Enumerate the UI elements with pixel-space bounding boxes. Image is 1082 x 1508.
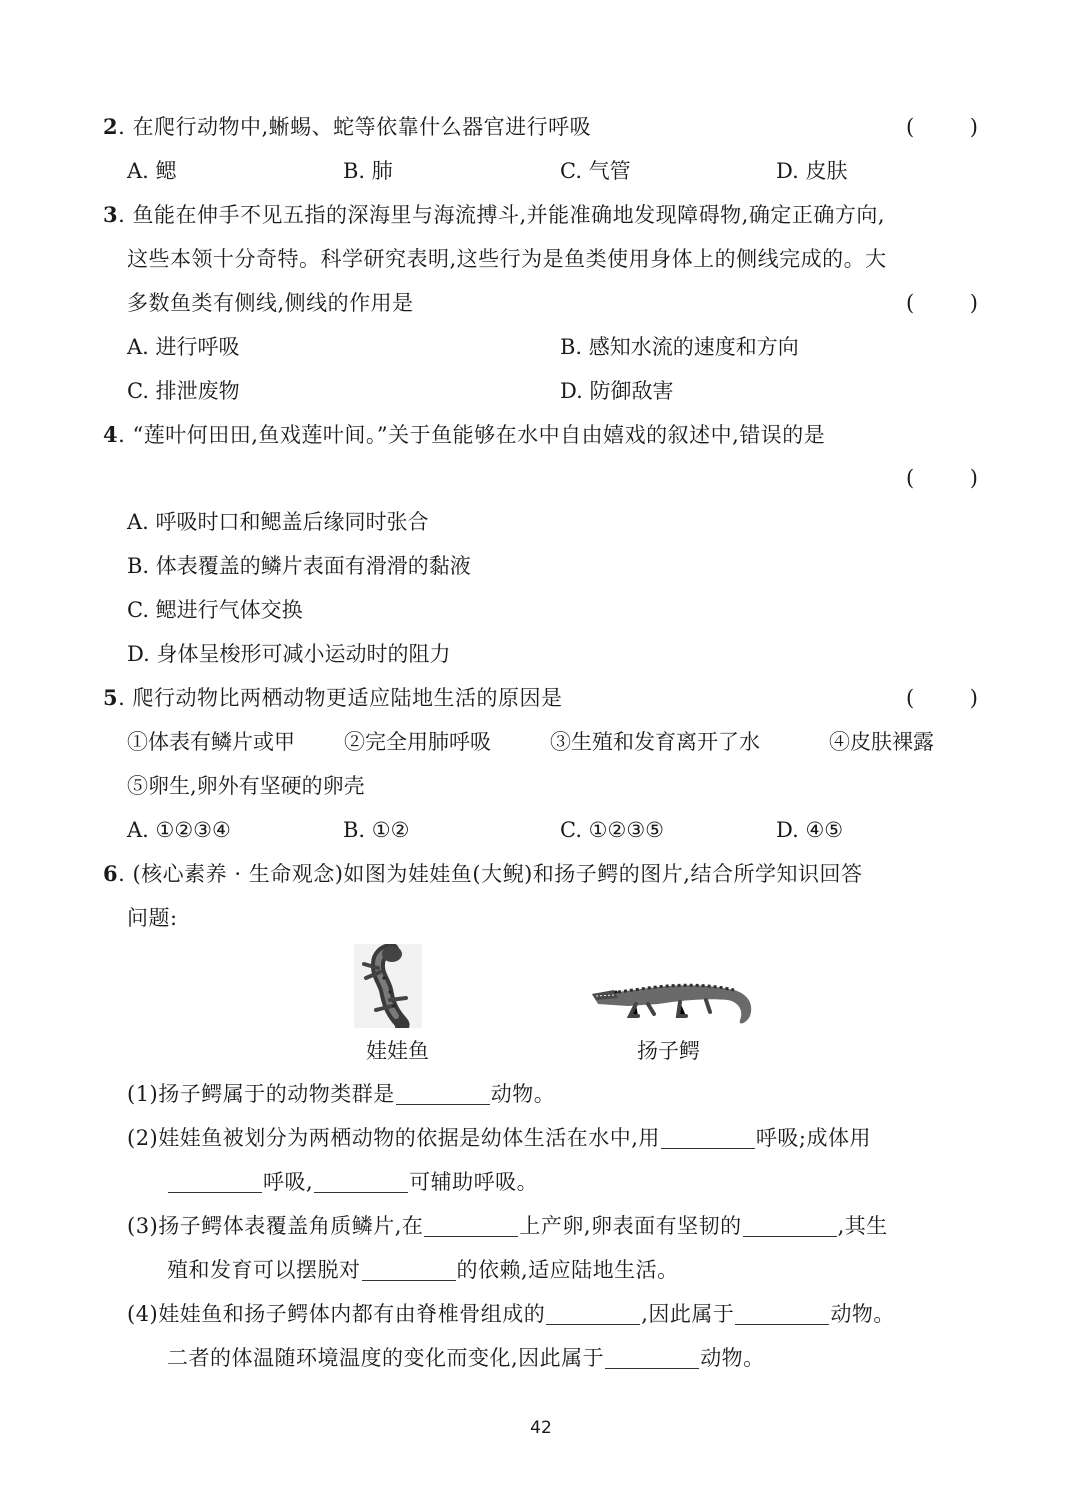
q6-sub1-tail: 动物。 bbox=[490, 1082, 556, 1106]
q5-option-c: C. ①②③⑤ bbox=[560, 818, 664, 842]
q6-sub3-text-c: ,其生 bbox=[837, 1214, 888, 1238]
answer-blank[interactable] bbox=[661, 1126, 755, 1149]
q6-sub1-text: (1)扬子鳄属于的动物类群是 bbox=[127, 1082, 395, 1106]
q3-text-1: . 鱼能在伸手不见五指的深海里与海流搏斗,并能准确地发现障碍物,确定正确方向, bbox=[118, 203, 885, 227]
q5-text: . 爬行动物比两栖动物更适应陆地生活的原因是 bbox=[118, 686, 563, 710]
q6-sub4-text-d: 二者的体温随环境温度的变化而变化,因此属于 bbox=[167, 1346, 605, 1370]
q3-number: 3 bbox=[103, 202, 119, 227]
q6-sub4-text-c: 动物。 bbox=[830, 1302, 895, 1326]
q6-sub3-line1 bbox=[127, 1211, 888, 1241]
paren-open: ( bbox=[906, 291, 915, 315]
q6-sub2-text-d: 可辅助呼吸。 bbox=[409, 1170, 539, 1194]
paren-open: ( bbox=[906, 466, 915, 490]
q5-stem bbox=[103, 683, 562, 713]
q6-sub1 bbox=[127, 1079, 555, 1109]
q3-stem-line1 bbox=[103, 200, 885, 230]
answer-blank[interactable] bbox=[424, 1214, 518, 1237]
q5-option-b: B. ①② bbox=[343, 818, 410, 842]
paren-close: ) bbox=[969, 115, 978, 139]
q2-option-d: D. 皮肤 bbox=[776, 159, 848, 183]
q5-option-d: D. ④⑤ bbox=[776, 818, 844, 842]
paren-close: ) bbox=[969, 686, 978, 710]
caption-giant-salamander: 娃娃鱼 bbox=[366, 1039, 429, 1063]
answer-blank[interactable] bbox=[396, 1082, 490, 1105]
answer-blank[interactable] bbox=[546, 1302, 640, 1325]
answer-blank[interactable] bbox=[735, 1302, 829, 1325]
q3-option-a: A. 进行呼吸 bbox=[127, 335, 240, 359]
q5-number: 5 bbox=[103, 685, 119, 710]
q6-number: 6 bbox=[103, 861, 119, 886]
q6-stem-line2: 问题: bbox=[127, 906, 178, 930]
chinese-alligator-image bbox=[588, 970, 764, 1030]
answer-blank[interactable] bbox=[314, 1170, 408, 1193]
q3-option-c: C. 排泄废物 bbox=[127, 379, 240, 403]
q4-option-a: A. 呼吸时口和鳃盖后缘同时张合 bbox=[127, 510, 429, 534]
q5-item-4: ④皮肤裸露 bbox=[829, 730, 934, 754]
answer-blank[interactable] bbox=[168, 1170, 262, 1193]
paren-close: ) bbox=[969, 466, 978, 490]
q3-option-d: D. 防御敌害 bbox=[560, 379, 674, 403]
q2-option-a: A. 鳃 bbox=[127, 159, 177, 183]
answer-blank[interactable] bbox=[743, 1214, 837, 1237]
q6-sub2-line1 bbox=[127, 1123, 871, 1153]
q5-item-1: ①体表有鳞片或甲 bbox=[127, 730, 295, 754]
q6-sub4-text-e: 动物。 bbox=[700, 1346, 765, 1370]
paren-open: ( bbox=[906, 115, 915, 139]
q3-stem-line2: 这些本领十分奇特。科学研究表明,这些行为是鱼类使用身体上的侧线完成的。大 bbox=[127, 247, 887, 271]
q4-option-c: C. 鳃进行气体交换 bbox=[127, 598, 303, 622]
q6-sub3-text-d: 殖和发育可以摆脱对 bbox=[167, 1258, 361, 1282]
page-number: 42 bbox=[530, 1418, 552, 1438]
caption-chinese-alligator: 扬子鳄 bbox=[637, 1039, 700, 1063]
q5-item-5: ⑤卵生,卵外有坚硬的卵壳 bbox=[127, 774, 365, 798]
q6-sub3-text-b: 上产卵,卵表面有坚韧的 bbox=[519, 1214, 742, 1238]
paren-open: ( bbox=[906, 686, 915, 710]
q6-text-1: . (核心素养 · 生命观念)如图为娃娃鱼(大鲵)和扬子鳄的图片,结合所学知识回答 bbox=[118, 862, 863, 886]
q6-sub2-text-a: (2)娃娃鱼被划分为两栖动物的依据是幼体生活在水中,用 bbox=[127, 1126, 660, 1150]
q3-option-b: B. 感知水流的速度和方向 bbox=[560, 335, 799, 359]
q4-option-b: B. 体表覆盖的鳞片表面有滑滑的黏液 bbox=[127, 554, 471, 578]
q4-number: 4 bbox=[103, 422, 119, 447]
q2-option-c: C. 气管 bbox=[560, 159, 631, 183]
q5-item-2: ②完全用肺呼吸 bbox=[344, 730, 491, 754]
paren-close: ) bbox=[969, 291, 978, 315]
answer-blank[interactable] bbox=[605, 1346, 699, 1369]
q2-text: . 在爬行动物中,蜥蜴、蛇等依靠什么器官进行呼吸 bbox=[118, 115, 592, 139]
q6-sub4-text-b: ,因此属于 bbox=[641, 1302, 735, 1326]
q2-number: 2 bbox=[103, 114, 119, 139]
q6-sub3-text-a: (3)扬子鳄体表覆盖角质鳞片,在 bbox=[127, 1214, 424, 1238]
q5-item-3: ③生殖和发育离开了水 bbox=[550, 730, 760, 754]
q6-sub4-text-a: (4)娃娃鱼和扬子鳄体内都有由脊椎骨组成的 bbox=[127, 1302, 546, 1326]
q6-sub4-line1 bbox=[127, 1299, 895, 1329]
q6-sub3-line2 bbox=[167, 1255, 679, 1285]
q2-option-b: B. 肺 bbox=[343, 159, 393, 183]
q5-option-a: A. ①②③④ bbox=[127, 818, 231, 842]
q4-stem bbox=[103, 420, 825, 450]
giant-salamander-image bbox=[354, 944, 422, 1028]
q4-option-d: D. 身体呈梭形可减小运动时的阻力 bbox=[127, 642, 451, 666]
q6-stem-line1 bbox=[103, 859, 862, 889]
q6-sub4-line2 bbox=[167, 1343, 765, 1373]
q6-sub2-text-b: 呼吸;成体用 bbox=[755, 1126, 871, 1150]
answer-blank[interactable] bbox=[362, 1258, 456, 1281]
q6-sub3-text-e: 的依赖,适应陆地生活。 bbox=[456, 1258, 679, 1282]
q2-stem bbox=[103, 112, 591, 142]
q4-text: . “莲叶何田田,鱼戏莲叶间。”关于鱼能够在水中自由嬉戏的叙述中,错误的是 bbox=[118, 423, 826, 447]
q6-sub2-line2 bbox=[167, 1167, 538, 1197]
q3-stem-line3: 多数鱼类有侧线,侧线的作用是 bbox=[127, 291, 414, 315]
q6-sub2-text-c: 呼吸, bbox=[263, 1170, 314, 1194]
